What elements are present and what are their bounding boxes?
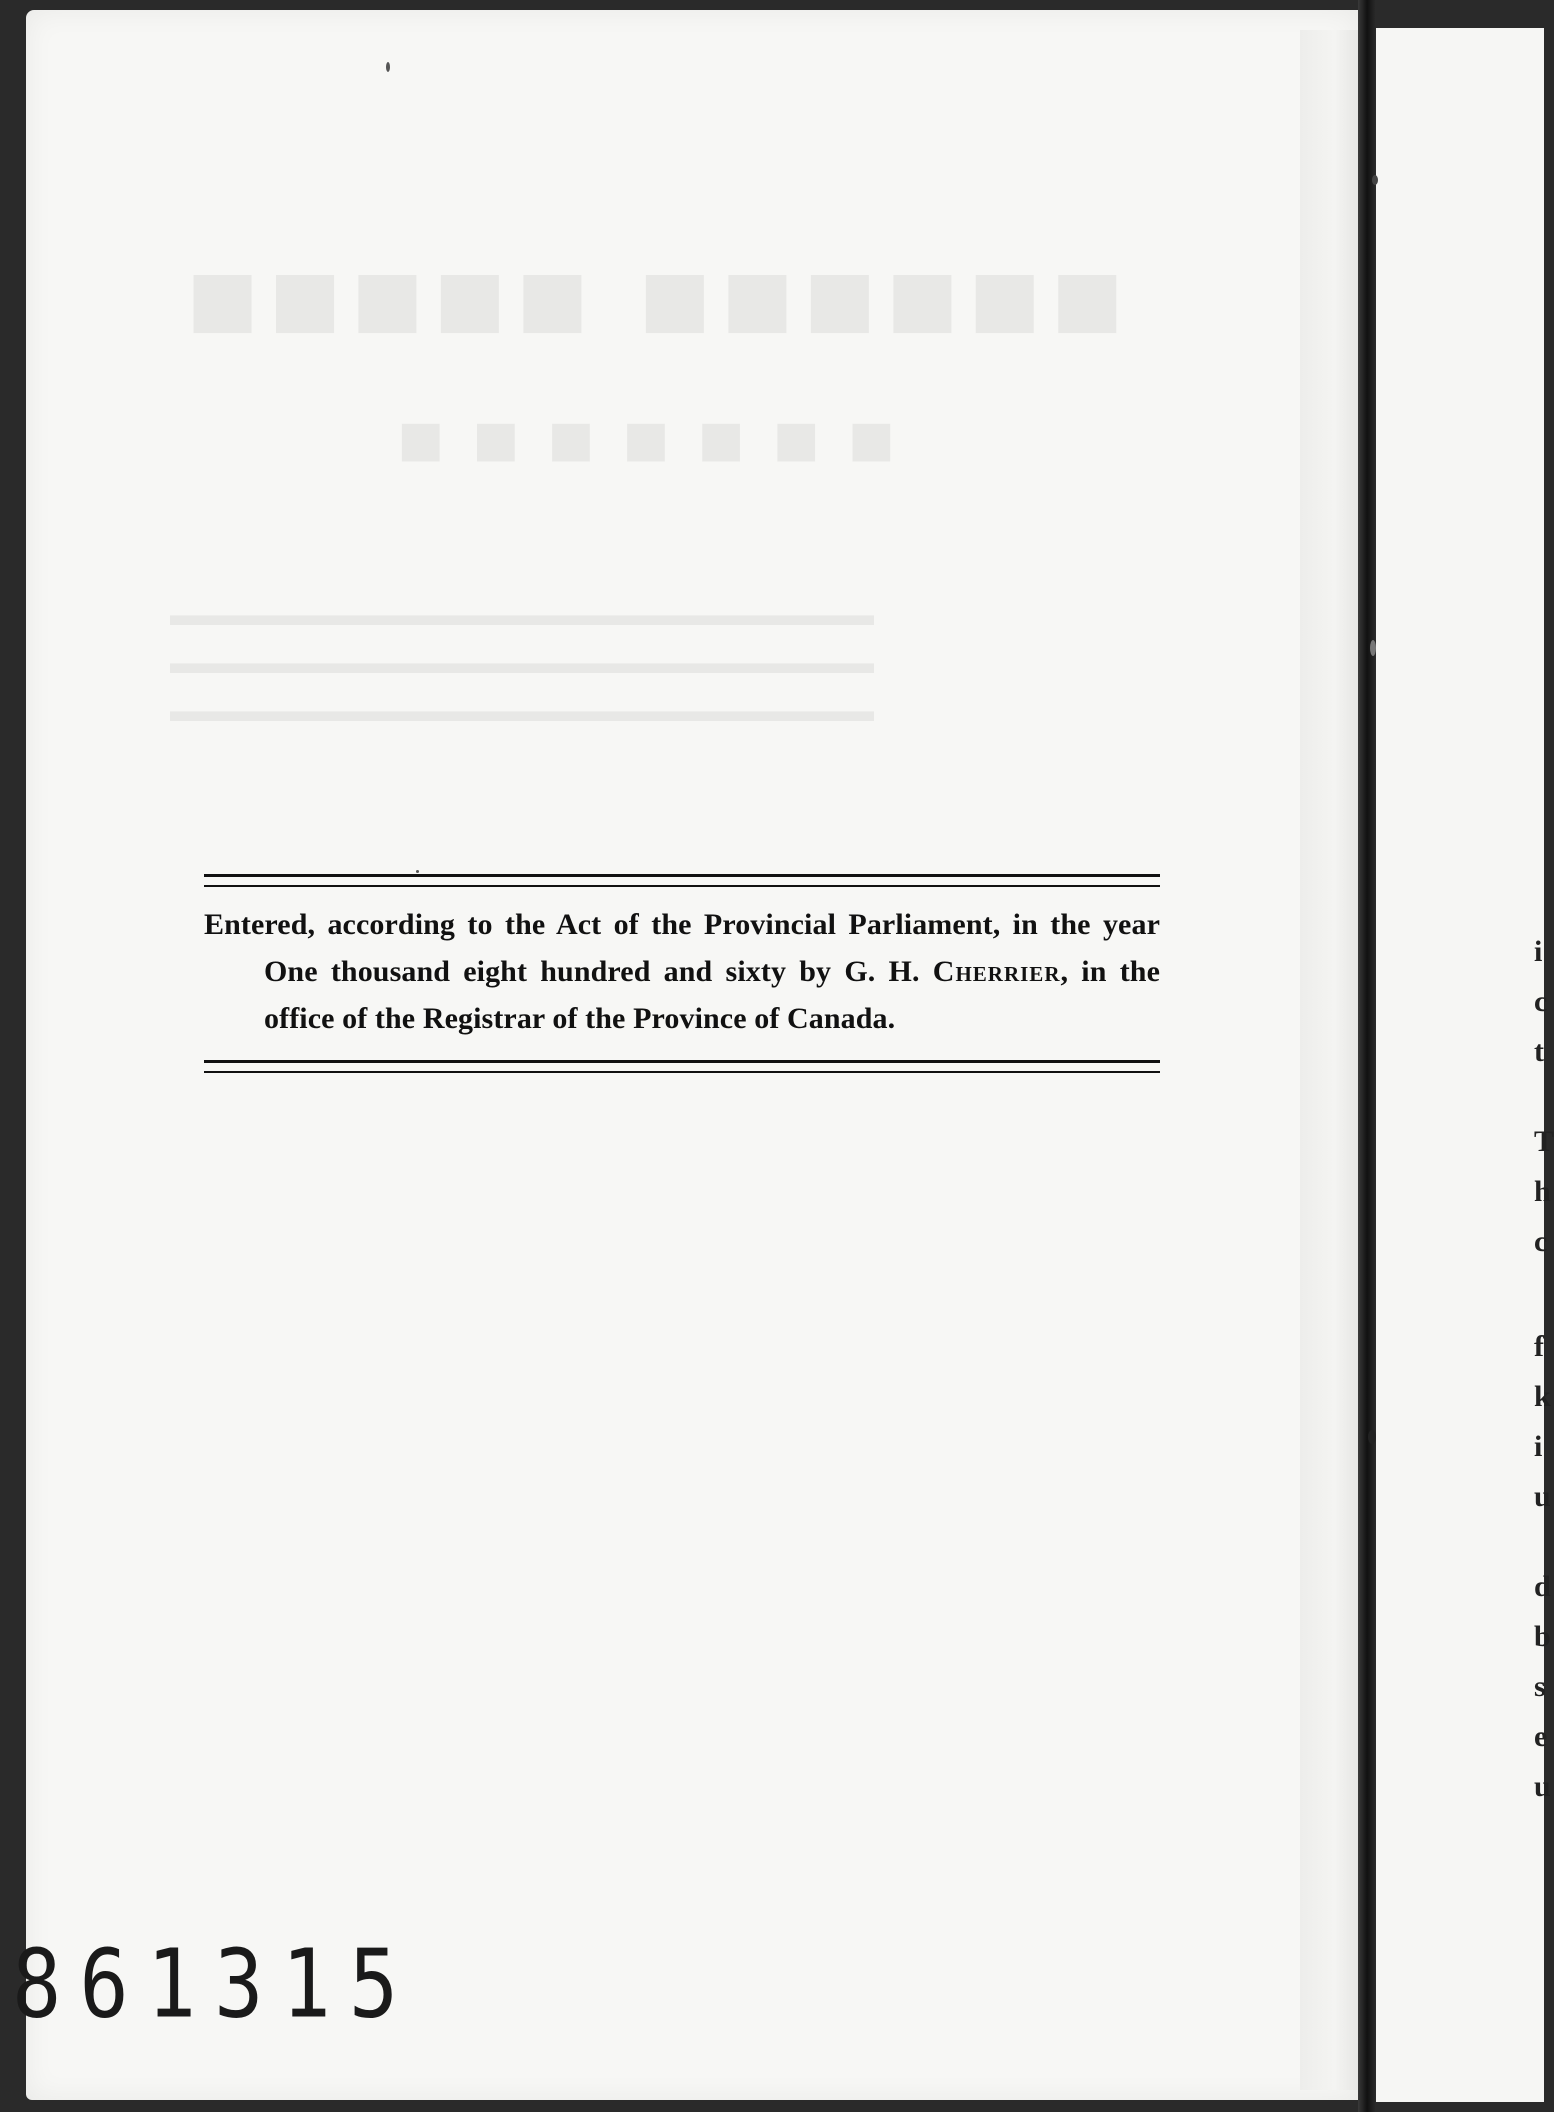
next-page-fragment: k [1534, 1380, 1551, 1413]
next-page-fragment: u [1534, 1480, 1551, 1513]
paper-speck [416, 870, 419, 873]
binding-thread [1368, 1430, 1376, 1444]
next-page [1376, 28, 1544, 2102]
next-page-fragment: i [1534, 1430, 1543, 1463]
page-edge [1300, 30, 1358, 2090]
next-page-fragment: c [1534, 1225, 1548, 1258]
next-page-fragment: c [1534, 985, 1548, 1018]
binding-thread [1372, 175, 1378, 185]
next-page-fragment: i [1534, 935, 1543, 968]
copyright-notice-start: Entered, according to the Act of the Provincial Parliament, in the year One thousand eight hundred and sixty by G. H. [204, 908, 1160, 988]
next-page-fragment: T [1534, 1125, 1554, 1158]
next-page-fragment: t [1534, 1035, 1544, 1068]
top-double-rule [204, 874, 1160, 887]
copyright-notice [204, 901, 1160, 1042]
catalog-number: 861315 [12, 1930, 417, 2040]
next-page-fragment: b [1534, 1620, 1551, 1653]
next-page-fragment: h [1534, 1175, 1551, 1208]
bottom-double-rule [204, 1060, 1160, 1073]
next-page-fragment: u [1534, 1770, 1551, 1803]
copyright-notice-end: , in the office of the Registrar of the Province of Canada. [264, 955, 1160, 1035]
copyright-block [204, 874, 1160, 1073]
next-page-fragment: s [1534, 1670, 1546, 1703]
binding-gutter [1358, 0, 1376, 2112]
next-page-fragment: e [1534, 1720, 1548, 1753]
next-page-fragment: f [1534, 1330, 1544, 1363]
binding-thread [1370, 640, 1376, 656]
paper-speck [386, 62, 390, 72]
next-page-fragment: d [1534, 1570, 1551, 1603]
copyright-holder-name: Cherrier [932, 955, 1061, 988]
